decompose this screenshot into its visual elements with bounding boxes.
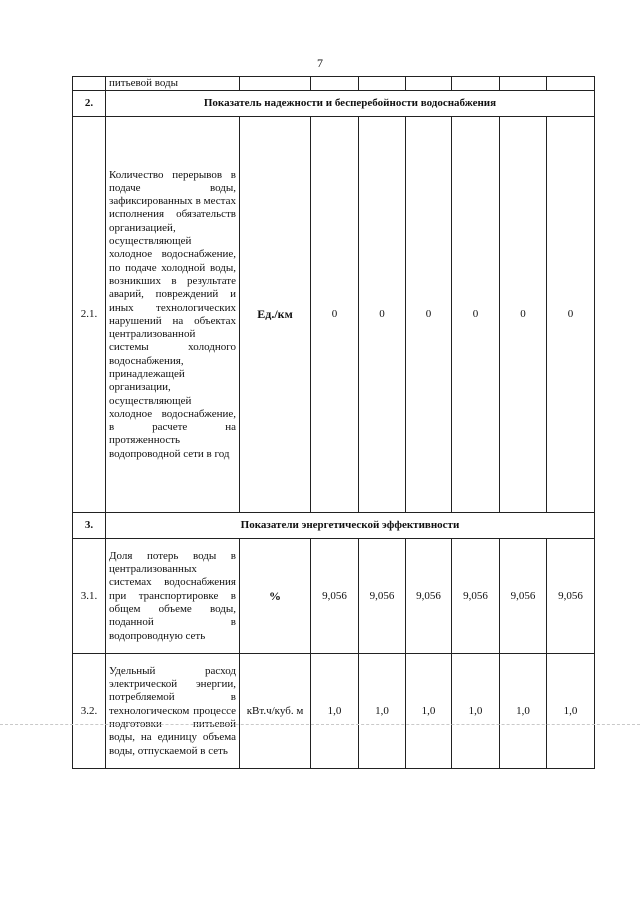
indicator-value: 0 [311,117,359,513]
indicator-value: 9,056 [452,539,500,654]
indicator-value: 9,056 [547,539,595,654]
indicator-description: Удельный расход электрической энергии, потребляемой в технологическом процессе подготовки питьевой воды, на единицу объема воды, отпускаемой в сеть [106,654,240,769]
indicator-value: 1,0 [500,654,547,769]
indicator-value: 1,0 [359,654,406,769]
indicator-description: Количество перерывов в подаче воды, зафиксированных в местах исполнения обязательств организацией, осуществляющей холодное водоснабжение, по подаче холодной воды, возникших в результате аварий, повреждений и иных технологических нарушений на объектах централизованной системы холодного водоснабжения, принадлежащей организации, осуществляющей холодное водоснабжение, в расчете на протяженность водопроводной сети в год [106,117,240,513]
indicator-unit: Ед./км [240,117,311,513]
table-row [73,77,595,91]
section-number: 2. [73,91,106,117]
section-title: Показатели энергетической эффективности [106,513,595,539]
indicator-number: 3.2. [73,654,106,769]
table-row [73,654,595,769]
indicator-value: 1,0 [547,654,595,769]
indicator-number: 3.1. [73,539,106,654]
table-row [73,539,595,654]
indicator-value: 1,0 [406,654,452,769]
indicators-table [72,76,595,769]
indicator-value: 0 [547,117,595,513]
row-number-cell [73,77,106,91]
indicator-value: 0 [359,117,406,513]
indicator-value: 0 [500,117,547,513]
indicator-value: 0 [452,117,500,513]
indicator-value: 1,0 [452,654,500,769]
section-header-row [73,513,595,539]
indicator-description: Доля потерь воды в централизованных системах водоснабжения при транспортировке в общем объеме воды, поданной в водопроводную сеть [106,539,240,654]
indicator-unit: кВт.ч/куб. м [240,654,311,769]
section-number: 3. [73,513,106,539]
indicator-unit: % [240,539,311,654]
section-header-row [73,91,595,117]
indicator-value: 0 [406,117,452,513]
table-row [73,117,595,513]
section-title: Показатель надежности и бесперебойности водоснабжения [106,91,595,117]
indicator-value: 9,056 [359,539,406,654]
indicator-description: питьевой воды [106,77,240,91]
indicator-value: 9,056 [406,539,452,654]
indicator-value: 1,0 [311,654,359,769]
page-number: 7 [317,56,323,70]
indicator-number: 2.1. [73,117,106,513]
indicator-value: 9,056 [500,539,547,654]
indicator-value: 9,056 [311,539,359,654]
scan-divider-line [0,724,640,725]
